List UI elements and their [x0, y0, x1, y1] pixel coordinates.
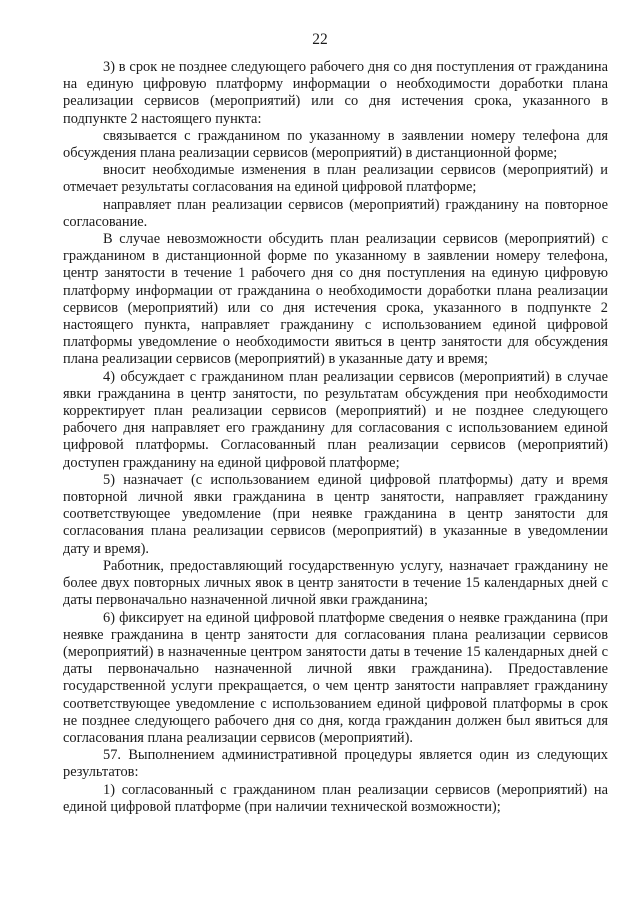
paragraph-make-changes: вносит необходимые изменения в план реализации сервисов (мероприятий) и отмечает результаты согласования на единой цифровой платформе;	[63, 162, 608, 196]
paragraph-3-deadline: 3) в срок не позднее следующего рабочего дня со дня поступления от гражданина на единую цифровую платформу информации о необходимости доработки плана реализации сервисов (мероприятий) или со дня истечения срока, указанного в подпункте 2 настоящего пункта:	[63, 59, 608, 127]
paragraph-6-record-absence: 6) фиксирует на единой цифровой платформе сведения о неявке гражданина (при неявке гражданина в центр занятости для согласования плана реализации сервисов (мероприятий) в назначенные центром занятости даты в течение 15 календарных дней с даты первоначально назначенной личной явки гражданина). Предоставление государственной услуги прекращается, о чем центр занятости направляет гражданину соответствующее уведомление с использованием единой цифровой платформы в срок не позднее следующего рабочего дня со дня, когда гражданин должен был явиться для согласования плана реализации сервисов (мероприятий).	[63, 609, 608, 746]
page-number: 22	[312, 31, 328, 48]
paragraph-result-1: 1) согласованный с гражданином план реализации сервисов (мероприятий) на единой цифровой платформе (при наличии технической возможности);	[63, 781, 608, 815]
paragraph-resend-plan: направляет план реализации сервисов (мероприятий) гражданину на повторное согласование.	[63, 196, 608, 230]
paragraph-inability-to-discuss: В случае невозможности обсудить план реализации сервисов (мероприятий) с гражданином в дистанционной форме по указанному в заявлении номеру телефона, центр занятости в течение 1 рабочего дня со дня поступления на единую цифровую платформу информации от гражданина о необходимости доработки плана реализации сервисов (мероприятий) или со дня истечения срока, указанного в подпункте 2 настоящего пункта, направляет гражданину с использованием единой цифровой платформы уведомление о необходимости явиться в центр занятости для обсуждения плана реализации сервисов (мероприятий) в указанные дату и время;	[63, 231, 608, 368]
paragraph-57-result: 57. Выполнением административной процедуры является один из следующих результатов:	[63, 747, 608, 781]
paragraph-worker-appoints: Работник, предоставляющий государственную услугу, назначает гражданину не более двух повторных личных явок в центр занятости в течение 15 календарных дней с даты первоначально назначенной личной явки гражданина;	[63, 557, 608, 609]
paragraph-4-discuss: 4) обсуждает с гражданином план реализации сервисов (мероприятий) в случае явки гражданина в центр занятости, по результатам обсуждения при необходимости корректирует план реализации сервисов (мероприятий) и не позднее следующего рабочего дня направляет его гражданину для согласования с использованием единой цифровой платформы. Согласованный план реализации сервисов (мероприятий) доступен гражданину на единой цифровой платформе;	[63, 368, 608, 471]
paragraph-contact-citizen: связывается с гражданином по указанному в заявлении номеру телефона для обсуждения плана реализации сервисов (мероприятий) в дистанционной форме;	[63, 127, 608, 162]
document-body	[63, 59, 608, 816]
paragraph-5-schedule: 5) назначает (с использованием единой цифровой платформы) дату и время повторной личной явки гражданина в центр занятости, направляет гражданину соответствующее уведомление (при неявке гражданина в центр занятости для согласования плана реализации сервисов (мероприятий) в указанные в уведомлении дату и время).	[63, 471, 608, 557]
